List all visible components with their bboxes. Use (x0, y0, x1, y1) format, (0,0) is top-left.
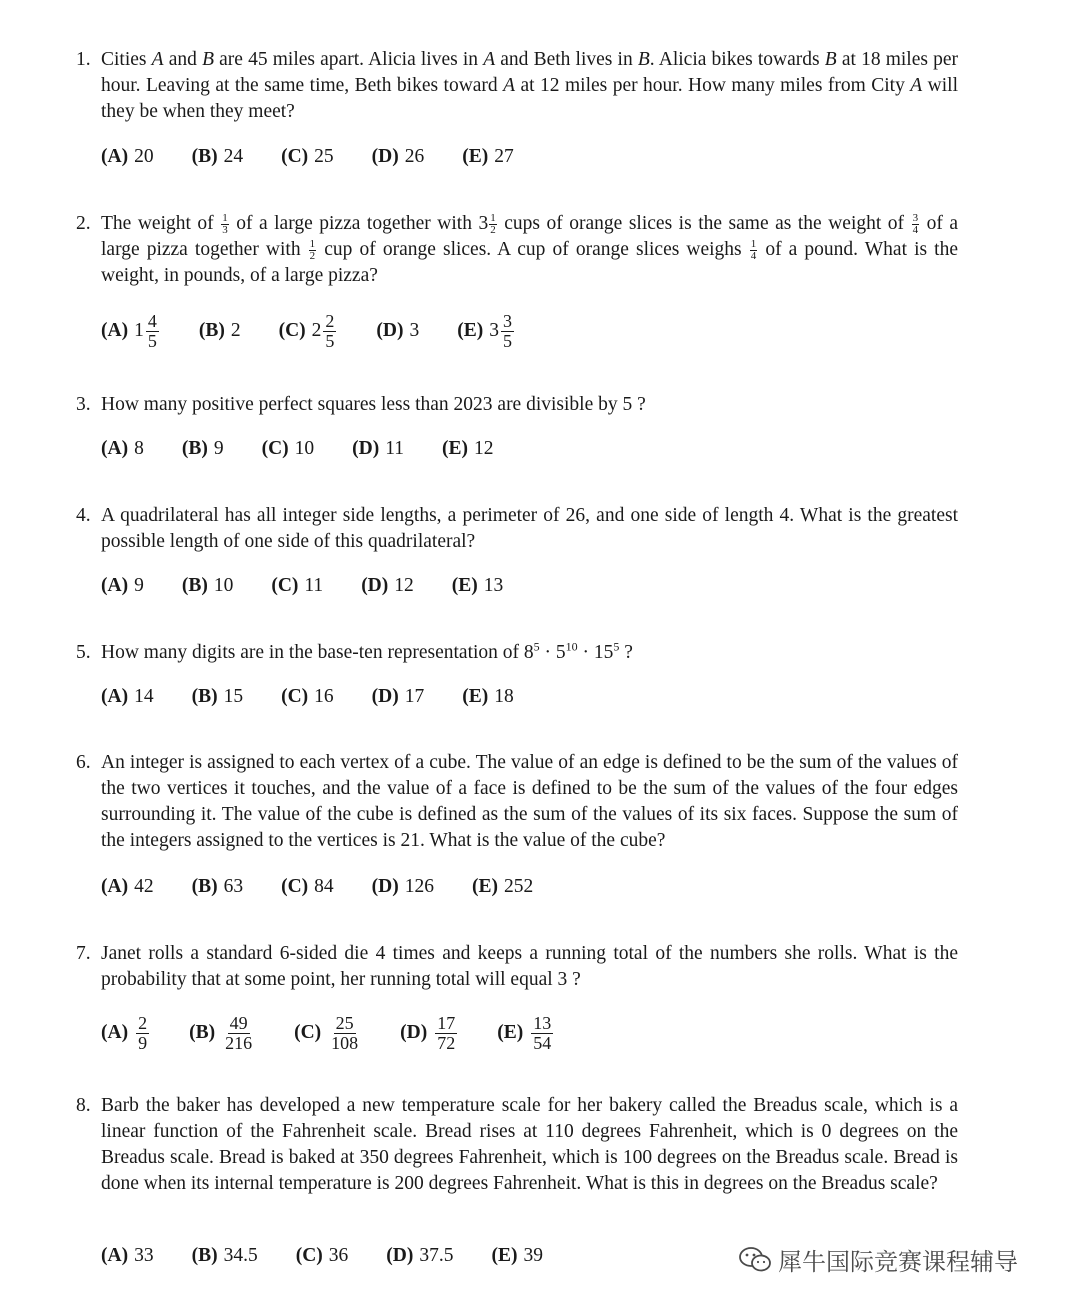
exponent: 5 (533, 639, 540, 654)
fraction-numerator: 1 (490, 212, 496, 225)
choice-label: (C) (281, 876, 309, 897)
answer-choice (101, 1245, 154, 1267)
choice-value: 17 (404, 686, 425, 707)
fraction-denominator: 72 (437, 1032, 456, 1053)
answer-choice (101, 575, 144, 597)
choice-value: 34.5 (223, 1245, 258, 1266)
choice-label: (D) (371, 146, 399, 167)
choice-value: 42 (134, 876, 154, 897)
answer-choices-3 (101, 435, 532, 463)
choice-value: 126 (404, 876, 434, 897)
fraction-numerator: 49 (229, 1012, 248, 1033)
choice-label: (C) (271, 575, 299, 596)
answer-choice (192, 1245, 258, 1267)
problem-text: The weight of $\frac{1}{3}$ of a large pizza together with 3 $\frac{1}{2}$ cups of orange slices is the same as the weight of $\frac{3}{4}$ of a large pizza together with $\frac{1}{2}$ cup of orange slices. A cup of orange slices weighs $\frac{1}{4}$ of a pound. What is the weight, in pounds, of a large pizza? (101, 212, 959, 286)
problem-text: Janet rolls a standard 6-sided die 4 times and keeps a running total of the numbers she rolls. What is the probability that at some point, her running total will equal 3 ? (101, 943, 958, 990)
problem-text: Barb the baker has developed a new temperature scale for her bakery called the Breadus scale, which is a linear function of the Fahrenheit scale. Bread rises at 110 degrees Fahrenheit, which is 0 degrees on the Breadus scale. Bread is baked at 350 degrees Fahrenheit, which is 100 degrees on the Breadus scale. Bread is done when its internal temperature is 200 degrees Fahrenheit. What is this in degrees on the Breadus scale? (101, 1095, 958, 1194)
choice-label: (B) (181, 575, 208, 596)
choice-value: 10 (213, 575, 234, 596)
answer-choice (199, 320, 241, 342)
choice-label: (A) (101, 686, 129, 707)
choice-label: (E) (462, 146, 489, 167)
choice-label: (B) (191, 1245, 218, 1266)
problem-1 (76, 47, 958, 125)
choice-fraction (323, 312, 336, 351)
answer-choice (192, 686, 244, 708)
problem-6 (76, 750, 958, 854)
problem-number: 3. (76, 394, 91, 415)
choice-fraction (329, 1014, 360, 1053)
fraction-numerator: 2 (325, 310, 335, 331)
choice-label: (A) (101, 146, 129, 167)
math-variable: B (637, 49, 650, 70)
choice-value: 13 (483, 575, 504, 596)
choice-value: 16 (314, 686, 334, 707)
fraction-numerator: 2 (138, 1012, 148, 1033)
choice-value: 252 (503, 876, 534, 897)
choice-label: (A) (101, 876, 129, 897)
math-variable: A (151, 49, 164, 70)
wechat-icon (738, 1246, 772, 1274)
choice-fraction (146, 312, 159, 351)
choice-label: (E) (471, 876, 498, 897)
choice-label: (E) (497, 1022, 524, 1043)
choice-label: (C) (261, 438, 289, 459)
answer-choice (281, 146, 334, 168)
choice-value: 8 (134, 438, 144, 459)
answer-choice (442, 438, 494, 460)
fraction-numerator: 17 (437, 1012, 456, 1033)
choice-label: (D) (386, 1245, 414, 1266)
problem-2 (76, 211, 958, 289)
inline-fraction (309, 239, 317, 262)
choice-whole: 3 (489, 320, 499, 341)
inline-fraction (912, 213, 920, 236)
answer-choice (101, 686, 154, 708)
choice-value: 25 (314, 146, 334, 167)
choice-value: 2 (230, 320, 241, 341)
fraction-denominator: 2 (490, 224, 496, 237)
answer-choice (262, 438, 315, 460)
choice-label: (D) (352, 438, 380, 459)
choice-label: (E) (462, 686, 489, 707)
answer-choice (352, 438, 404, 460)
choice-label: (C) (281, 146, 309, 167)
answer-choice (296, 1245, 349, 1267)
answer-choice (182, 575, 234, 597)
answer-choice (472, 876, 533, 898)
problem-number: 8. (76, 1095, 91, 1116)
answer-choice (372, 146, 425, 168)
problem-number: 7. (76, 943, 91, 964)
choice-label: (C) (281, 686, 309, 707)
answer-choice (101, 312, 161, 351)
fraction-denominator: 9 (138, 1032, 148, 1053)
problem-text: How many positive perfect squares less than 2023 are divisible by 5 ? (101, 394, 646, 415)
answer-choice (281, 876, 334, 898)
answer-choice (386, 1245, 453, 1267)
answer-choice (101, 146, 154, 168)
fraction-denominator: 5 (325, 330, 335, 351)
choice-value: 27 (494, 146, 514, 167)
choice-label: (B) (198, 320, 225, 341)
choice-label: (A) (101, 1022, 129, 1043)
fraction-denominator: 3 (222, 224, 228, 237)
answer-choice (372, 876, 434, 898)
choice-label: (D) (371, 876, 399, 897)
answer-choice (101, 876, 154, 898)
choice-value: 63 (223, 876, 244, 897)
inline-fraction (750, 239, 758, 262)
answer-choices-8 (101, 1242, 581, 1270)
choice-label: (E) (491, 1245, 518, 1266)
answer-choice (192, 146, 244, 168)
answer-choices-1 (101, 143, 552, 171)
choice-label: (C) (294, 1022, 322, 1043)
fraction-numerator: 3 (502, 310, 512, 331)
choice-label: (C) (278, 320, 306, 341)
math-variable: B (202, 49, 214, 70)
choice-value: 18 (494, 686, 514, 707)
fraction-numerator: 25 (335, 1012, 354, 1033)
choice-label: (D) (361, 575, 389, 596)
fraction-numerator: 1 (309, 238, 316, 251)
fraction-numerator: 3 (912, 212, 919, 225)
choice-value: 15 (223, 686, 244, 707)
problem-number: 1. (76, 49, 91, 70)
choice-label: (B) (191, 146, 218, 167)
problem-5 (76, 640, 958, 666)
choice-label: (B) (181, 438, 208, 459)
answer-choice (376, 320, 419, 342)
choice-fraction (136, 1014, 149, 1053)
answer-choice (294, 1014, 362, 1053)
answer-choices-4 (101, 572, 541, 600)
fraction-denominator: 2 (309, 250, 316, 263)
choice-label: (E) (457, 320, 484, 341)
fraction-denominator: 108 (331, 1032, 359, 1053)
exponent: 10 (565, 639, 578, 654)
choice-whole: 1 (134, 320, 144, 341)
math-variable: B (824, 49, 837, 70)
answer-choice (491, 1245, 543, 1267)
problem-text: Cities A and B are 45 miles apart. Alicia lives in A and Beth lives in B. Alicia bikes towards B at 18 miles per hour. Leaving at the same time, Beth bikes toward A at 12 miles per hour. How many miles from City A will they be when they meet? (101, 49, 959, 122)
choice-fraction (435, 1014, 457, 1053)
choice-value: 10 (294, 438, 315, 459)
choice-value: 9 (213, 438, 224, 459)
problem-3 (76, 392, 958, 418)
choice-label: (B) (189, 1022, 216, 1043)
watermark (738, 1242, 1018, 1277)
problem-text: An integer is assigned to each vertex of a cube. The value of an edge is defined to be the sum of the values of the two vertices it touches, and the value of a face is defined to be the sum of the values of the four edges surrounding it. The value of the cube is defined as the sum of the values of its six faces. Suppose the sum of the integers assigned to the vertices is 21. What is the value of the cube? (101, 752, 958, 851)
answer-choice (361, 575, 414, 597)
answer-choices-2 (101, 307, 554, 355)
choice-fraction (531, 1014, 553, 1053)
answer-choices-5 (101, 683, 552, 711)
answer-choice (462, 146, 514, 168)
problem-text: A quadrilateral has all integer side lengths, a perimeter of 26, and one side of length 4. What is the greatest possible length of one side of this quadrilateral? (101, 505, 958, 552)
choice-value: 26 (404, 146, 425, 167)
choice-value: 11 (385, 438, 405, 459)
choice-label: (D) (376, 320, 404, 341)
choice-value: 12 (394, 575, 414, 596)
fraction-denominator: 4 (750, 250, 757, 263)
choice-label: (A) (101, 1245, 129, 1266)
choice-label: (D) (371, 686, 399, 707)
problem-number: 6. (76, 752, 91, 773)
fraction-numerator: 4 (147, 310, 157, 331)
choice-value: 3 (409, 320, 420, 341)
fraction-denominator: 4 (912, 224, 919, 237)
math-variable: A (483, 49, 496, 70)
fraction-denominator: 5 (147, 330, 157, 351)
choice-value: 9 (134, 575, 144, 596)
problem-number: 5. (76, 642, 91, 663)
answer-choices-6 (101, 873, 571, 901)
choice-value: 84 (314, 876, 334, 897)
watermark-text: 犀牛国际竞赛课程辅导 (778, 1248, 1018, 1276)
answer-choice (101, 438, 144, 460)
answer-choice (400, 1014, 459, 1053)
problem-8 (76, 1093, 958, 1197)
choice-label: (D) (400, 1022, 428, 1043)
answer-choice (189, 1014, 256, 1053)
choice-value: 14 (134, 686, 154, 707)
choice-label: (A) (101, 320, 129, 341)
choice-value: 37.5 (419, 1245, 454, 1266)
choice-label: (B) (191, 876, 218, 897)
choice-value: 33 (134, 1245, 154, 1266)
problem-7 (76, 941, 958, 993)
problem-text: How many digits are in the base-ten representation of $8^5 \cdot 5^{10} \cdot 15^5$ ? (101, 639, 633, 663)
fraction-denominator: 5 (502, 330, 512, 351)
choice-whole: 2 (311, 320, 322, 341)
exponent: 5 (613, 639, 620, 654)
choice-value: 11 (304, 575, 324, 596)
choice-label: (B) (191, 686, 218, 707)
fraction-numerator: 1 (222, 212, 228, 225)
choice-value: 24 (223, 146, 244, 167)
answer-choice (182, 438, 224, 460)
problem-number: 2. (76, 213, 91, 234)
problem-4 (76, 503, 958, 555)
answer-choice (192, 876, 244, 898)
choice-fraction (501, 312, 514, 351)
answer-choice (271, 575, 323, 597)
answer-choice (372, 686, 425, 708)
answer-choice (281, 686, 334, 708)
answer-choices-7 (101, 1009, 593, 1057)
choice-label: (E) (442, 438, 469, 459)
problem-number: 4. (76, 505, 91, 526)
choice-value: 36 (328, 1245, 349, 1266)
answer-choice (497, 1014, 555, 1053)
fraction-numerator: 1 (750, 238, 757, 251)
answer-choice (101, 1014, 151, 1053)
fraction-numerator: 13 (533, 1012, 552, 1033)
choice-value: 20 (134, 146, 154, 167)
answer-choice (279, 312, 339, 351)
choice-label: (E) (451, 575, 478, 596)
choice-label: (A) (101, 438, 129, 459)
answer-choice (452, 575, 504, 597)
choice-fraction (223, 1014, 254, 1053)
choice-value: 12 (474, 438, 494, 459)
fraction-denominator: 216 (225, 1032, 253, 1053)
inline-fraction (489, 213, 497, 236)
inline-fraction (221, 213, 229, 236)
math-variable: A (503, 75, 516, 96)
fraction-denominator: 54 (533, 1032, 552, 1053)
math-variable: A (910, 75, 923, 96)
answer-choice (462, 686, 514, 708)
choice-value: 39 (523, 1245, 543, 1266)
answer-choice (457, 312, 516, 351)
choice-label: (C) (295, 1245, 323, 1266)
choice-label: (A) (101, 575, 129, 596)
